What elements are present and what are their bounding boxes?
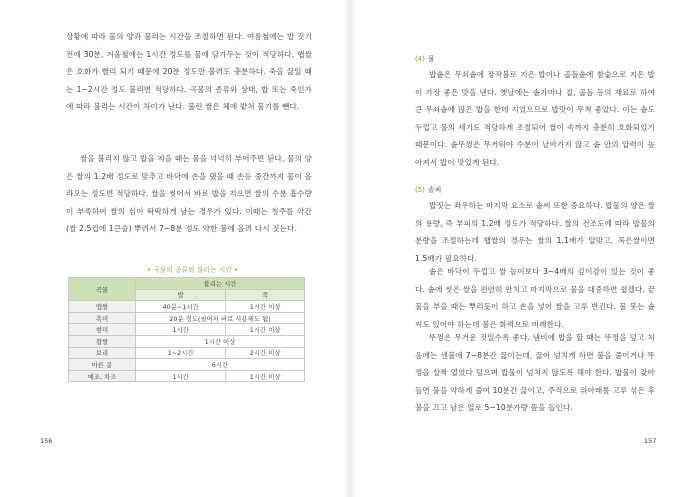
porridge-time: 1시간 이상 <box>226 370 305 382</box>
porridge-time: 2시간 이상 <box>226 347 305 359</box>
section-5-number: (5) <box>415 186 425 194</box>
merged-time: 1시간 이상 <box>136 335 305 347</box>
merged-time: 6시간 <box>136 359 305 371</box>
section-4-number: (4) <box>415 55 425 63</box>
table-row <box>69 335 305 347</box>
grain-name: 보리 <box>69 347 136 359</box>
table-row <box>69 301 305 313</box>
section-4-heading <box>415 54 435 64</box>
header-grain: 곡물 <box>69 278 136 301</box>
rice-time: 40분~1시간 <box>136 301 226 313</box>
grain-name: 찹쌀 <box>69 335 136 347</box>
porridge-time: 1시간 이상 <box>226 324 305 336</box>
soaking-time-table <box>68 277 305 382</box>
section-5-paragraph-1: 밥짓는 좌우하는 마지막 요소로 솥씨 또한 중요하다. 밥물의 양은 쌀의 용량, 즉 부피의 1.2배 정도가 적당하다. 쌀의 건조도에 따라 밥물의 분량을 조절하는데 햅쌀의 경우는 쌀의 1.1배가 알맞고, 묵은쌀이면 1.5배가 필요하다. <box>415 201 655 263</box>
porridge-time: 1시간 이상 <box>226 301 305 313</box>
left-paragraph-2: 쌀을 불리지 않고 밥을 지을 때는 물을 넉넉히 부어주면 된다. 물의 양은 쌀의 1.2배 정도로 맞추고 바닥에 손을 댔을 때 손등 중간까지 물이 올라오는 정도면 적당하다. 쌀을 씻어서 바로 밥을 지으면 쌀의 수분 흡수량이 부족하여 쌀의 심이 딱딱하게 남는 경우가 있다. 이때는 청주를 약간(쌀 2.5컵에 1큰술) 뿌려서 7~8분 정도 약한 불에 올려 다시 짓는다. <box>66 154 312 234</box>
section-4-title: 물 <box>427 55 435 63</box>
section-5-title: 솥씨 <box>427 186 442 194</box>
section-5-heading <box>415 185 441 195</box>
rice-time: 1시간 <box>136 370 226 382</box>
section-5-paragraph-2: 솥은 바닥이 두껍고 쌀 높이보다 3~4배의 깊이감이 있는 것이 좋다. 솥에 씻은 쌀을 편안히 안치고 마지막으로 물을 대중하면 쉽겠다. 끝물을 부을 때는 뿌리듯이 하고 손을 넣어 쌀을 고루 반긴다. 물 붓는 솥씨도 있어야 하는데 불은 화력으로 비례한다. <box>415 267 655 329</box>
table-title: • 곡물의 종류와 불리는 시간 • <box>146 266 239 274</box>
table-row <box>69 370 305 382</box>
merged-time: 20분 정도(씻어서 바로 사용해도 됨) <box>136 312 305 324</box>
table-row <box>69 359 305 371</box>
section-4-paragraph: 밥솥은 무쇠솥에 장작불로 지은 밥이나 곱돌솥에 참숯으로 지은 밥이 가장 좋은 맛을 낸다. 옛날에는 솥가마나 질, 곱돌 등의 재료로 하여 큰 무쇠솥에 많은 밥을 한데 지었으므로 밥맛이 무척 좋았다. 이는 솥도 두껍고 불의 세기도 적당하게 조절되어 쌀이 속까지 충분히 호화되었기 때문이다. 솥뚜껑은 무거워야 수분이 날아가지 않고 솥 안의 압력이 높아져서 밥이 맛있게 된다. <box>415 70 655 167</box>
grain-name: 마른 콩 <box>69 359 136 371</box>
table-row <box>69 324 305 336</box>
rice-time: 1시간 <box>136 324 226 336</box>
left-paragraph-1: 상황에 따라 물의 양과 불리는 시간을 조절하면 된다. 여름철에는 밥 짓기 전에 30분, 겨울철에는 1시간 정도를 물에 담가두는 것이 적당하다. 햅쌀은 호화가 빨리 되기 때문에 20분 정도만 불려도 충분하다. 죽을 끓일 때는 1~2시간 정도 불리면 적당하다. 곡물의 종류와 상태, 밥 또는 죽인가에 따라 불리는 시간이 차이가 난다. 불린 쌀은 체에 밭쳐 물기를 뺀다. <box>66 32 312 112</box>
grain-name: 메조, 차조 <box>69 370 136 382</box>
right-page <box>350 0 700 497</box>
page-number-right: 157 <box>644 437 657 445</box>
table-row <box>69 312 305 324</box>
header-porridge: 죽 <box>226 289 305 301</box>
header-soaking-time: 불리는 시간 <box>136 278 305 290</box>
grain-name: 멥쌀 <box>69 301 136 313</box>
grain-name: 흑미 <box>69 312 136 324</box>
table-row <box>69 347 305 359</box>
grain-name: 현미 <box>69 324 136 336</box>
section-5-paragraph-3: 뚜껑은 무거운 것일수록 좋다. 냄비에 밥을 할 때는 뚜껑을 덮고 처음에는 센불에 7~8분간 끓이는데, 끓어 넘치게 하면 불을 줄이거나 뚜껑을 살짝 열었다 덮으며 밥물이 넘치지 않도록 해야 한다. 밥물이 잦아들면 불을 약하게 줄여 10분간 끓이고, 주걱으로 위아래를 고루 섞은 후 불을 끄고 남은 열로 5~10분가량 뜸을 들인다. <box>415 333 655 413</box>
rice-time: 1~2시간 <box>136 347 226 359</box>
header-rice: 밥 <box>136 289 226 301</box>
page-number-left: 156 <box>40 437 53 445</box>
